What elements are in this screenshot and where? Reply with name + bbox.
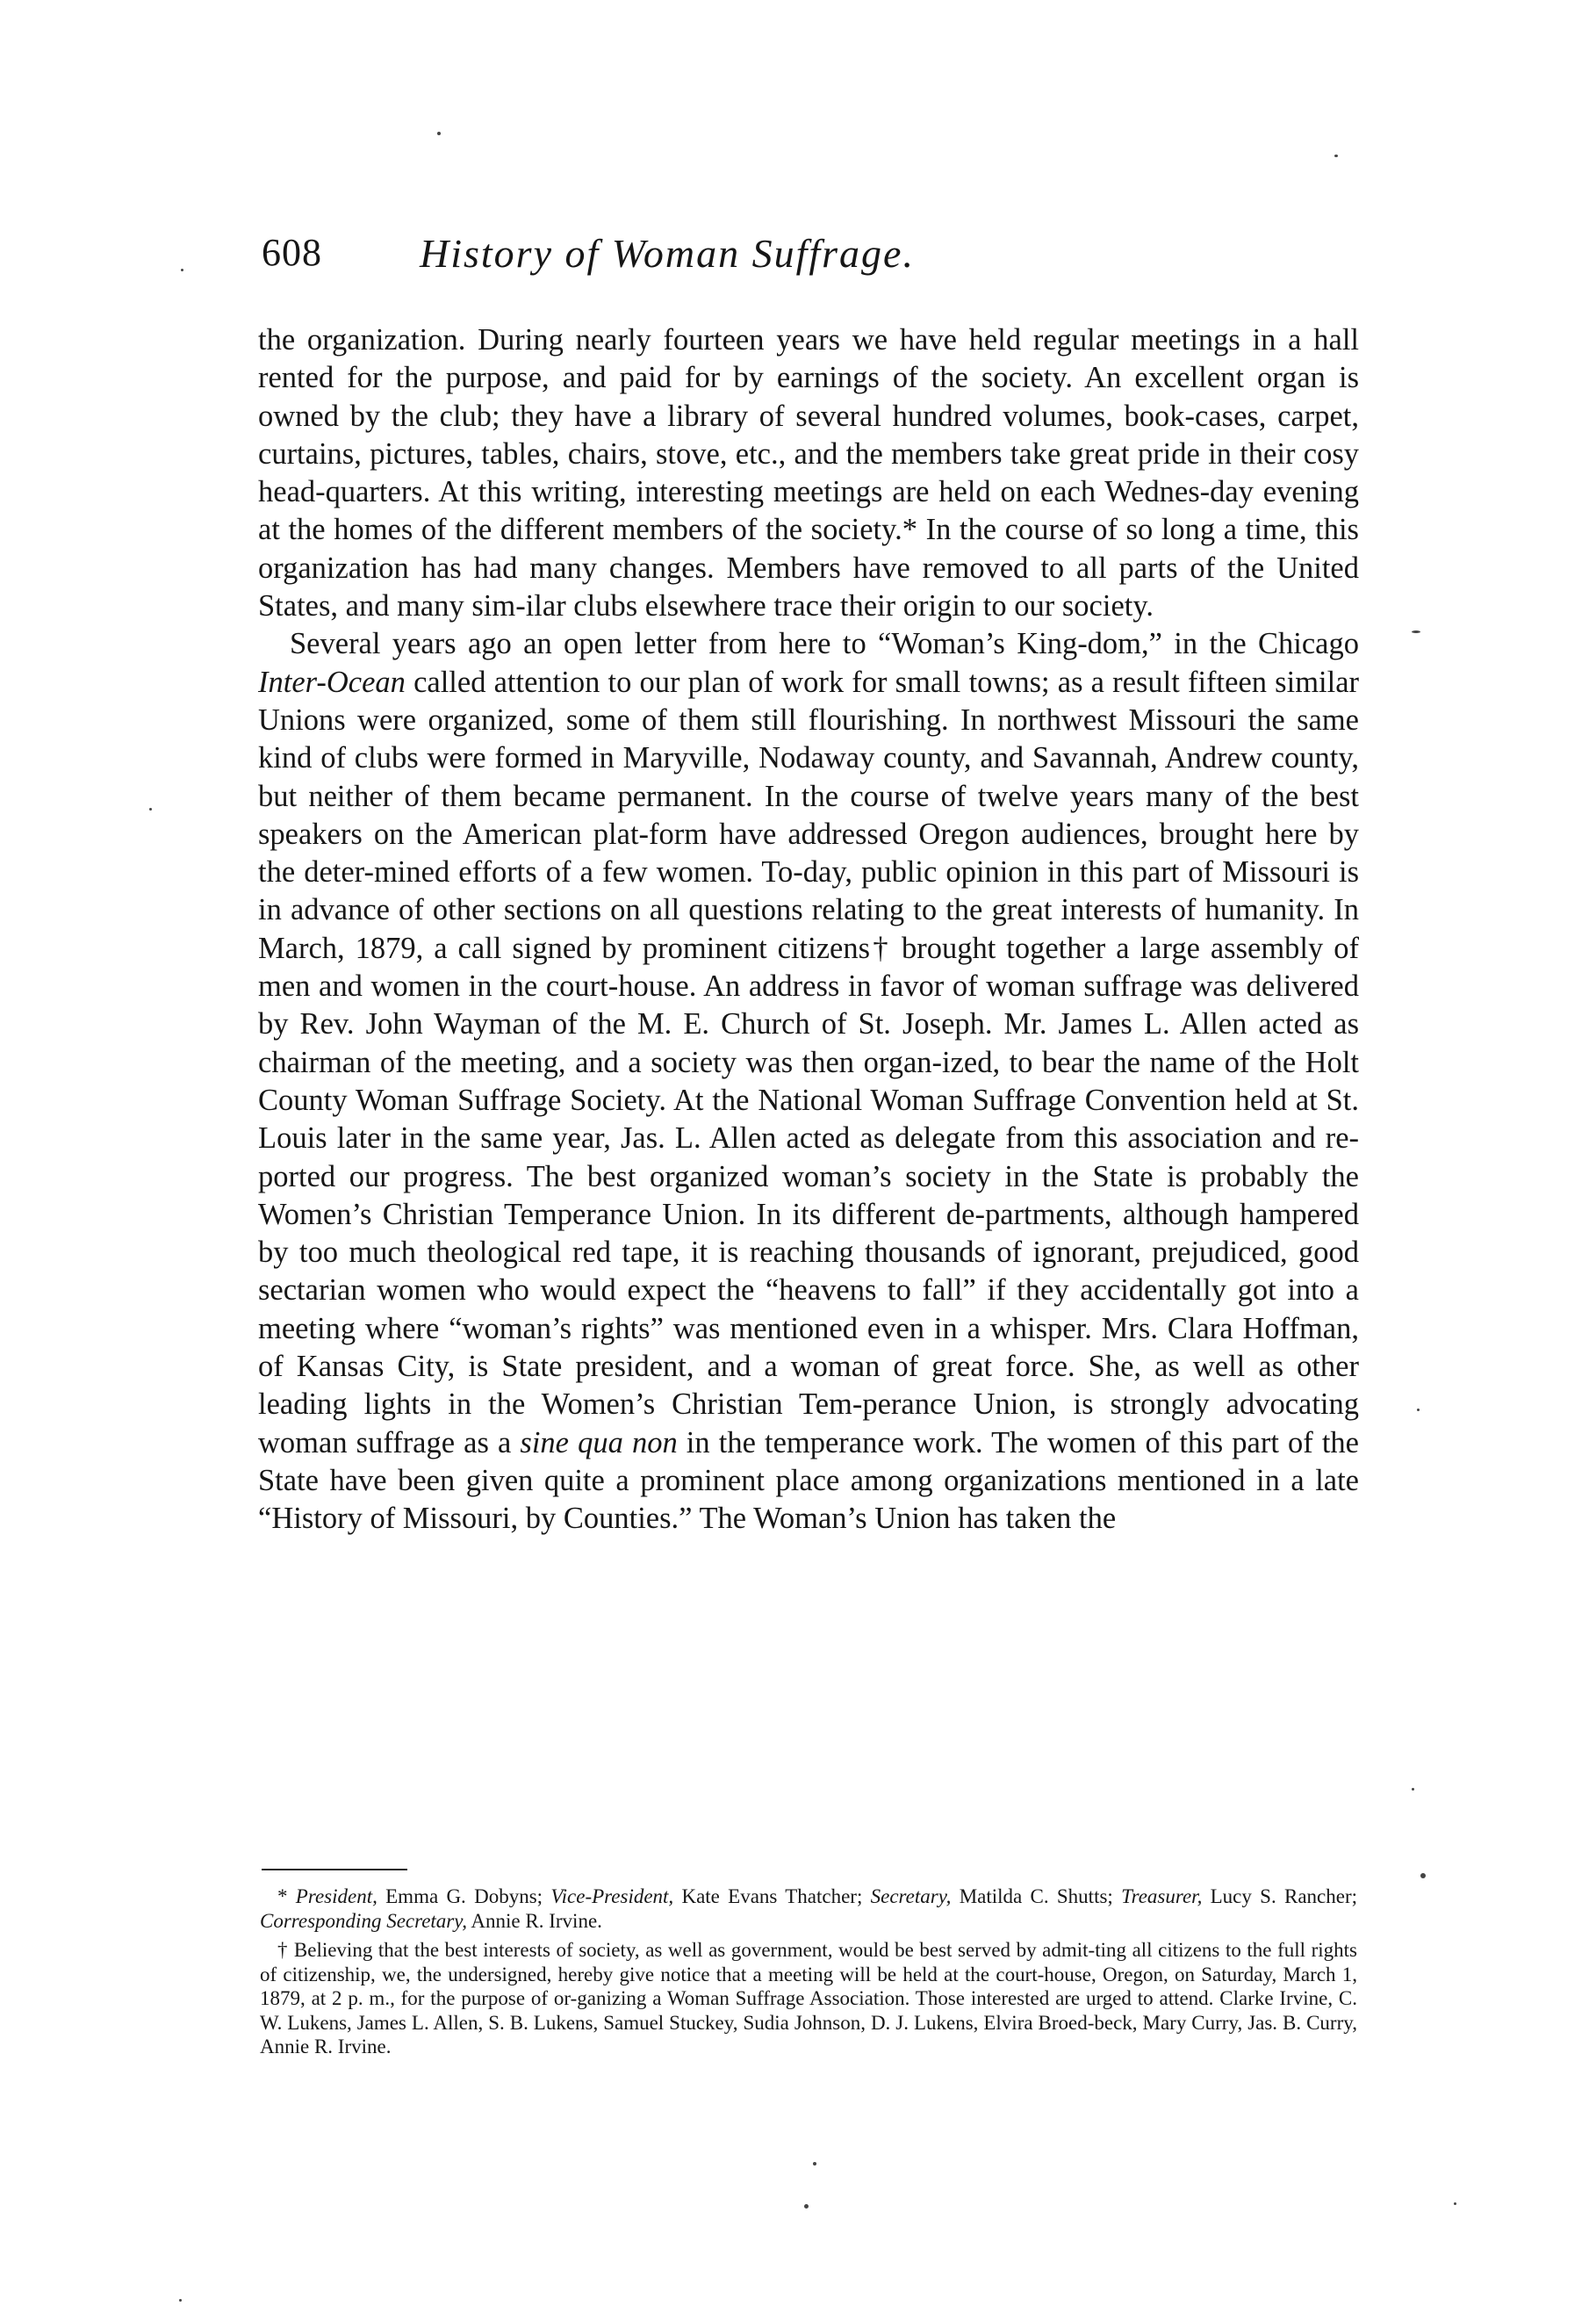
paragraph-2 (258, 625, 1359, 1538)
page-header (262, 230, 1359, 292)
latin-phrase: sine qua non (520, 1425, 678, 1459)
scan-speck (181, 269, 183, 271)
footnote-1-name-president: Emma G. Dobyns; (377, 1885, 551, 1907)
footnote-1-role-treasurer: Treasurer, (1121, 1885, 1203, 1907)
scan-speck (437, 132, 441, 135)
scan-speck (1334, 155, 1338, 157)
footnote-1-name-secretary: Matilda C. Shutts; (951, 1885, 1122, 1907)
footnotes (260, 1884, 1357, 2065)
scan-speck (1420, 1873, 1426, 1878)
scan-speck (1454, 2202, 1456, 2205)
footnote-1-role-corresponding-secretary: Corresponding Secretary, (260, 1909, 467, 1932)
footnote-1-name-vice-president: Kate Evans Thatcher; (673, 1885, 871, 1907)
scan-speck (813, 2162, 816, 2165)
newspaper-title: Inter-Ocean (258, 665, 406, 699)
body-text (258, 321, 1359, 1539)
running-title: History of Woman Suffrage. (420, 231, 915, 276)
scan-speck (149, 808, 152, 811)
page-number: 608 (262, 231, 322, 274)
scan-speck (179, 2299, 182, 2302)
paragraph-2-text-c: in the temperance work. The women of this part of the State have been given quite a prominent place among organizations mentioned in a late “History of Missouri, by Counties.” The Woman’s Union has taken the (258, 1425, 1359, 1536)
paragraph-2-text-b: called attention to our plan of work for small towns; as a result fifteen similar Unions were organized, some of them still flourishing. In northwest Missouri the same kind of clubs were formed in Maryville, Nodaway county, and Savannah, Andrew county, but neither of them became permanent. In the course of twelve years many of the best speakers on the American plat-form have addressed Oregon audiences, brought here by the deter-mined efforts of a few women. To-day, public opinion in this part of Missouri is in advance of other sections on all questions relating to the great interests of humanity. In March, 1879, a call signed by prominent citizens† brought together a large assembly of men and women in the court-house. An address in favor of woman suffrage was delivered by Rev. John Wayman of the M. E. Church of St. Joseph. Mr. James L. Allen acted as chairman of the meeting, and a society was then organ-ized, to bear the name of the Holt County Woman Suffrage Society. At the National Woman Suffrage Convention held at St. Louis later in the same year, Jas. L. Allen acted as delegate from this association and re-ported our progress. The best organized woman’s society in the State is probably the Women’s Christian Temperance Union. In its different de-partments, although hampered by too much theological red tape, it is reaching thousands of ignorant, prejudiced, good sectarian women who would expect the “heavens to fall” if they accidentally got into a meeting where “woman’s rights” was mentioned even in a whisper. Mrs. Clara Hoffman, of Kansas City, is State president, and a woman of great force. She, as well as other leading lights in the Women’s Christian Tem-perance Union, is strongly advocating woman suffrage as a (258, 665, 1359, 1459)
footnote-1 (260, 1884, 1357, 1933)
scan-speck (1412, 1788, 1414, 1791)
scan-speck (1417, 1409, 1420, 1411)
footnote-1-role-vice-president: Vice-President, (550, 1885, 674, 1907)
paragraph-2-text-a: Several years ago an open letter from here to “Woman’s King-dom,” in the Chicago (290, 627, 1359, 661)
scan-speck (804, 2204, 809, 2209)
paragraph-1-text: the organization. During nearly fourteen years we have held regular meetings in a hall rented for the purpose, and paid for by earnings of the society. An excellent organ is owned by the club; they have a library of several hundred volumes, book-cases, carpet, curtains, pictures, tables, chairs, stove, etc., and the members take great pride in their cosy head-quarters. At this writing, interesting meetings are held on each Wednes-day evening at the homes of the different members of the society.* In the course of so long a time, this organization has had many changes. Members have removed to all parts of the United States, and many sim-ilar clubs elsewhere trace their origin to our society. (258, 323, 1359, 623)
footnote-divider (262, 1869, 407, 1870)
paragraph-1 (258, 321, 1359, 625)
footnote-1-name-corresponding-secretary: Annie R. Irvine. (466, 1909, 602, 1932)
footnote-1-name-treasurer: Lucy S. Rancher; (1202, 1885, 1357, 1907)
footnote-1-mark: * (277, 1885, 288, 1907)
footnote-2: † Believing that the best interests of society, as well as government, would be best served by admit-ting all citizens to the full rights of citizenship, we, the undersigned, hereby give notice that a meeting will be held at the court-house, Oregon, on Saturday, March 1, 1879, at 2 p. m., for the purpose of or-ganizing a Woman Suffrage Association. Those interested are urged to attend. Clarke Irvine, C. W. Lukens, James L. Allen, S. B. Lukens, Samuel Stuckey, Sudia Johnson, D. J. Lukens, Elvira Broed-beck, Mary Curry, Jas. B. Curry, Annie R. Irvine. (260, 1939, 1357, 2057)
footnote-1-role-secretary: Secretary, (870, 1885, 952, 1907)
footnote-1-role-president: President, (295, 1885, 377, 1907)
scan-speck (1412, 631, 1420, 633)
